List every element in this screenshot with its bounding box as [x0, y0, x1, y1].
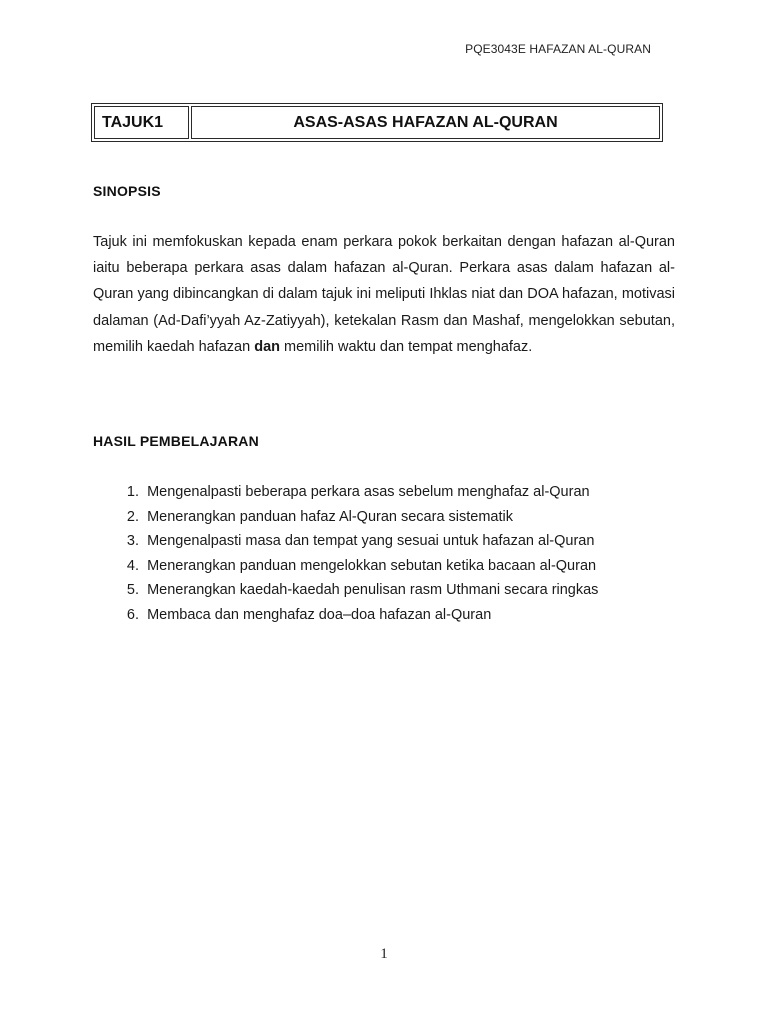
list-item-number: 3. — [126, 533, 139, 549]
running-header: PQE3043E HAFAZAN AL-QURAN — [465, 42, 651, 56]
list-item-text: Menerangkan panduan hafaz Al-Quran secara sistematik — [147, 508, 513, 525]
page-number: 1 — [380, 946, 388, 962]
synopsis-bold-word: dan — [254, 338, 280, 355]
list-item-number: 1. — [126, 484, 139, 500]
synopsis-text-part-2: memilih waktu dan tempat menghafaz. — [284, 338, 533, 355]
list-item-text: Menerangkan panduan mengelokkan sebutan ketika bacaan al-Quran — [147, 557, 597, 574]
list-item-number: 2. — [126, 508, 139, 525]
list-item — [93, 554, 598, 579]
list-item-text: Menerangkan kaedah-kaedah penulisan rasm Uthmani secara ringkas — [147, 582, 599, 598]
list-item — [93, 603, 598, 628]
list-item — [93, 480, 598, 505]
synopsis-heading: SINOPSIS — [93, 183, 161, 199]
list-item-number: 5. — [126, 582, 139, 598]
synopsis-text-part-1: Tajuk ini memfokuskan kepada enam perkara pokok berkaitan dengan hafazan al-Quran iaitu beberapa perkara asas dalam hafazan al-Quran. Perkara asas dalam hafazan al-Quran yang dibincangkan di dalam tajuk ini meliputi Ihklas niat dan DOA hafazan, motivasi dalaman (Ad-Dafi’yyah Az-Zatiyyah), ketekalan Rasm dan Mashaf, mengelokkan sebutan, memilih kaedah hafazan — [93, 234, 675, 355]
topic-number: TAJUK1 — [94, 106, 189, 139]
topic-title-box — [91, 103, 663, 142]
list-item — [93, 505, 598, 530]
topic-title: ASAS-ASAS HAFAZAN AL-QURAN — [191, 106, 660, 139]
list-item-text: Membaca dan menghafaz doa–doa hafazan al-Quran — [147, 606, 492, 623]
synopsis-paragraph — [93, 229, 675, 360]
learning-outcomes-heading: HASIL PEMBELAJARAN — [93, 433, 259, 449]
learning-outcomes-list — [93, 480, 598, 627]
list-item — [93, 529, 598, 554]
list-item-text: Mengenalpasti beberapa perkara asas sebelum menghafaz al-Quran — [147, 484, 590, 500]
list-item-number: 6. — [126, 606, 139, 623]
list-item — [93, 578, 598, 603]
list-item-number: 4. — [126, 557, 139, 574]
list-item-text: Mengenalpasti masa dan tempat yang sesuai untuk hafazan al-Quran — [147, 533, 595, 549]
